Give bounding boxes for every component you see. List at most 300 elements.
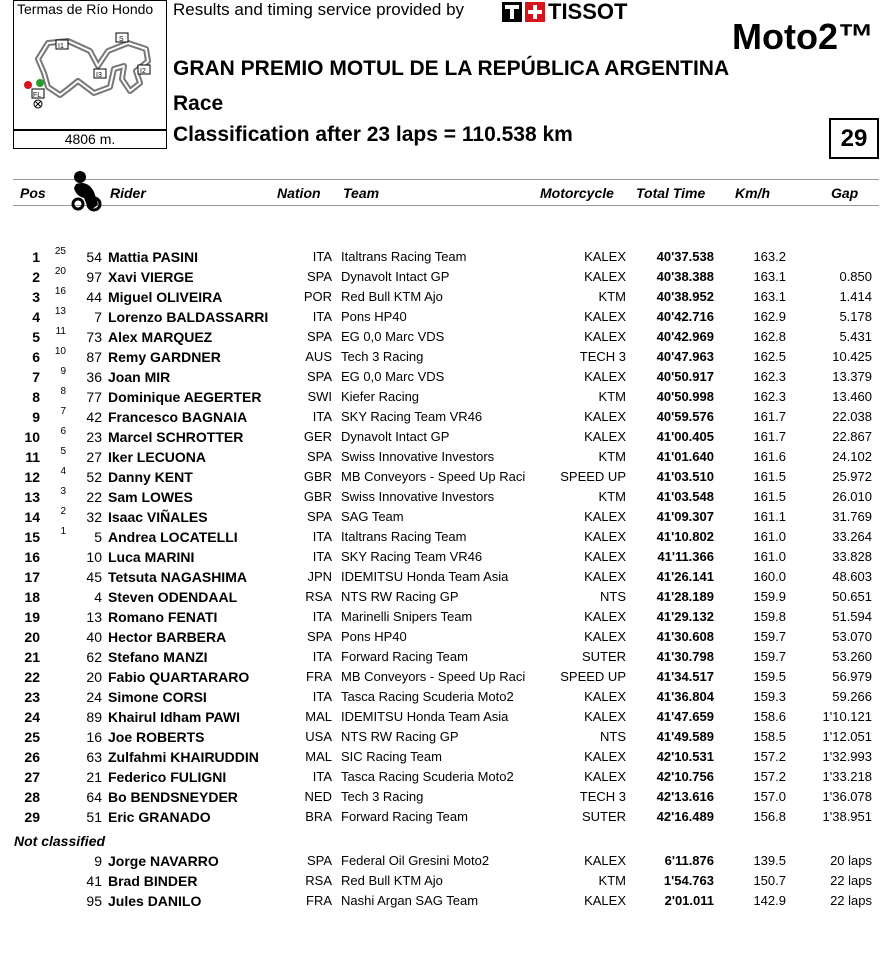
tissot-wordmark: TISSOT (548, 0, 628, 24)
cell-rider-number: 97 (86, 269, 102, 285)
cell-rider-name: Andrea LOCATELLI (108, 529, 238, 545)
col-kmh: Km/h (735, 185, 770, 201)
cell-position: 6 (32, 349, 40, 365)
cell-nation: ITA (312, 549, 332, 564)
cell-speed: 150.7 (753, 873, 786, 888)
cell-speed: 161.6 (753, 449, 786, 464)
cell-nation: ITA (312, 689, 332, 704)
cell-rider-number: 13 (86, 609, 102, 625)
cell-nation: SPA (306, 853, 332, 868)
cell-rider-name: Bo BENDSNEYDER (108, 789, 238, 805)
table-row (0, 526, 894, 549)
table-row (0, 769, 894, 789)
cell-rider-number: 89 (86, 709, 102, 725)
cell-motorcycle: KTM (598, 389, 626, 404)
cell-rider-name: Joan MIR (108, 369, 171, 385)
cell-total-time: 41'49.589 (656, 729, 714, 744)
cell-gap: 10.425 (832, 349, 872, 364)
page-number: 29 (829, 118, 879, 159)
cell-team: Red Bull KTM Ajo (341, 873, 443, 888)
cell-nation: GBR (303, 469, 332, 484)
cell-motorcycle: KALEX (584, 609, 626, 624)
cell-gap: 24.102 (832, 449, 872, 464)
cell-position: 18 (24, 589, 40, 605)
cell-motorcycle: KALEX (584, 689, 626, 704)
cell-rider-number: 32 (86, 509, 102, 525)
cell-gap: 1'10.121 (822, 709, 872, 724)
cell-nation: GBR (303, 489, 332, 504)
cell-total-time: 1'54.763 (663, 873, 714, 888)
cell-rider-name: Marcel SCHROTTER (108, 429, 244, 445)
cell-team: Dynavolt Intact GP (341, 269, 450, 284)
cell-rider-number: 95 (86, 893, 102, 909)
cell-speed: 156.8 (753, 809, 786, 824)
cell-points: 4 (60, 466, 66, 477)
cell-motorcycle: KALEX (584, 429, 626, 444)
cell-team: Nashi Argan SAG Team (341, 893, 479, 908)
cell-speed: 157.2 (753, 749, 786, 764)
cell-position: 8 (32, 389, 40, 405)
cell-position: 23 (24, 689, 40, 705)
cell-motorcycle: NTS (600, 589, 626, 604)
cell-rider-number: 41 (86, 873, 102, 889)
cell-motorcycle: KALEX (584, 309, 626, 324)
cell-rider-name: Khairul Idham PAWI (108, 709, 240, 725)
svg-text:FL: FL (33, 92, 42, 99)
cell-gap: 1'32.993 (822, 749, 872, 764)
cell-rider-name: Stefano MANZI (108, 649, 208, 665)
cell-speed: 161.0 (753, 549, 786, 564)
cell-speed: 142.9 (753, 893, 786, 908)
cell-rider-name: Romano FENATI (108, 609, 218, 625)
cell-motorcycle: KALEX (584, 769, 626, 784)
cell-motorcycle: KTM (598, 489, 626, 504)
cell-position: 26 (24, 749, 40, 765)
cell-rider-name: Lorenzo BALDASSARRI (108, 309, 269, 325)
cell-position: 1 (32, 249, 40, 265)
table-row (0, 386, 894, 409)
cell-team: Italtrans Racing Team (341, 529, 467, 544)
cell-team: Swiss Innovative Investors (341, 489, 495, 504)
cell-rider-number: 20 (86, 669, 102, 685)
col-team: Team (343, 185, 380, 201)
col-rider: Rider (110, 185, 146, 201)
cell-total-time: 41'09.307 (656, 509, 714, 524)
classification-title: Classification after 23 laps = 110.538 km (173, 123, 573, 146)
cell-rider-number: 62 (86, 649, 102, 665)
cell-rider-name: Sam LOWES (108, 489, 193, 505)
cell-rider-number: 64 (86, 789, 102, 805)
cell-points: 8 (60, 386, 66, 397)
cell-speed: 162.9 (753, 309, 786, 324)
cell-gap: 51.594 (832, 609, 872, 624)
cell-rider-number: 9 (94, 853, 102, 869)
cell-points: 25 (54, 246, 66, 257)
cell-team: NTS RW Racing GP (341, 589, 459, 604)
table-row (0, 406, 894, 429)
cell-team: Pons HP40 (341, 309, 407, 324)
cell-team: Forward Racing Team (341, 809, 468, 824)
cell-nation: FRA (306, 669, 332, 684)
cell-speed: 160.0 (753, 569, 786, 584)
cell-rider-name: Mattia PASINI (108, 249, 198, 265)
cell-gap: 1'38.951 (822, 809, 872, 824)
cell-total-time: 40'42.716 (656, 309, 714, 324)
cell-nation: SPA (306, 329, 332, 344)
timing-service-text: Results and timing service provided by (173, 0, 465, 19)
track-name: Termas de Río Hondo (17, 1, 154, 17)
table-row (0, 549, 894, 569)
cell-motorcycle: KTM (598, 449, 626, 464)
cell-position: 10 (24, 429, 40, 445)
cell-team: MB Conveyors - Speed Up Raci (341, 669, 526, 684)
cell-position: 16 (24, 549, 40, 565)
cell-total-time: 41'30.608 (656, 629, 714, 644)
cell-nation: AUS (305, 349, 332, 364)
cell-speed: 163.2 (753, 249, 786, 264)
cell-nation: SPA (306, 369, 332, 384)
cell-gap: 1'33.218 (822, 769, 872, 784)
cell-speed: 162.8 (753, 329, 786, 344)
cell-motorcycle: KALEX (584, 749, 626, 764)
track-map-icon (18, 21, 162, 111)
cell-rider-name: Luca MARINI (108, 549, 195, 565)
cell-motorcycle: KALEX (584, 409, 626, 424)
cell-gap: 56.979 (832, 669, 872, 684)
cell-position: 20 (24, 629, 40, 645)
table-row (0, 729, 894, 749)
cell-nation: MAL (305, 749, 332, 764)
cell-team: Pons HP40 (341, 629, 407, 644)
cell-rider-name: Eric GRANADO (108, 809, 211, 825)
cell-team: SKY Racing Team VR46 (341, 409, 483, 424)
cell-motorcycle: KALEX (584, 509, 626, 524)
cell-position: 9 (32, 409, 40, 425)
cell-speed: 161.5 (753, 489, 786, 504)
cell-position: 28 (24, 789, 40, 805)
cell-team: NTS RW Racing GP (341, 729, 459, 744)
cell-speed: 157.0 (753, 789, 786, 804)
cell-gap: 5.178 (839, 309, 872, 324)
cell-motorcycle: KALEX (584, 853, 626, 868)
col-motorcycle: Motorcycle (540, 185, 614, 201)
cell-nation: NED (304, 789, 332, 804)
cell-team: EG 0,0 Marc VDS (341, 329, 445, 344)
table-row (0, 669, 894, 689)
cell-rider-name: Francesco BAGNAIA (108, 409, 248, 425)
cell-rider-number: 7 (94, 309, 102, 325)
cell-motorcycle: KALEX (584, 629, 626, 644)
table-row (0, 589, 894, 609)
cell-team: Marinelli Snipers Team (341, 609, 473, 624)
cell-speed: 162.5 (753, 349, 786, 364)
cell-speed: 161.7 (753, 429, 786, 444)
cell-nation: ITA (312, 249, 332, 264)
cell-rider-number: 23 (86, 429, 102, 445)
cell-total-time: 41'01.640 (656, 449, 714, 464)
cell-rider-number: 54 (86, 249, 102, 265)
cell-points: 7 (60, 406, 66, 417)
cell-points: 1 (60, 526, 66, 537)
cell-rider-name: Iker LECUONA (108, 449, 207, 465)
cell-gap: 22.038 (832, 409, 872, 424)
cell-rider-number: 24 (86, 689, 102, 705)
cell-motorcycle: SUTER (581, 809, 626, 824)
cell-speed: 162.3 (753, 389, 786, 404)
cell-total-time: 41'03.548 (656, 489, 714, 504)
cell-rider-name: Steven ODENDAAL (108, 589, 238, 605)
cell-position: 14 (24, 509, 40, 525)
cell-nation: SPA (306, 509, 332, 524)
table-row (0, 749, 894, 769)
cell-position: 11 (25, 449, 40, 465)
cell-team: IDEMITSU Honda Team Asia (341, 569, 509, 584)
cell-rider-number: 16 (86, 729, 102, 745)
cell-speed: 158.5 (753, 729, 786, 744)
svg-text:I3: I3 (96, 72, 102, 79)
not-classified-label: Not classified (14, 833, 106, 849)
cell-team: IDEMITSU Honda Team Asia (341, 709, 509, 724)
cell-points: 13 (54, 306, 66, 317)
cell-total-time: 41'03.510 (656, 469, 714, 484)
cell-rider-name: Hector BARBERA (108, 629, 227, 645)
cell-team: Swiss Innovative Investors (341, 449, 495, 464)
table-row (0, 689, 894, 709)
cell-gap: 48.603 (832, 569, 872, 584)
cell-speed: 159.7 (753, 649, 786, 664)
cell-speed: 162.3 (753, 369, 786, 384)
cell-speed: 163.1 (753, 269, 786, 284)
cell-gap: 1'12.051 (822, 729, 872, 744)
col-nation: Nation (277, 185, 321, 201)
cell-rider-number: 51 (86, 809, 102, 825)
cell-team: SIC Racing Team (341, 749, 442, 764)
cell-rider-name: Alex MARQUEZ (108, 329, 213, 345)
cell-rider-name: Jules DANILO (108, 893, 202, 909)
cell-rider-number: 40 (86, 629, 102, 645)
cell-rider-number: 77 (86, 389, 102, 405)
cell-team: Forward Racing Team (341, 649, 468, 664)
svg-text:S: S (119, 36, 124, 43)
cell-motorcycle: SUTER (581, 649, 626, 664)
cell-nation: GER (303, 429, 332, 444)
cell-team: EG 0,0 Marc VDS (341, 369, 445, 384)
cell-total-time: 42'16.489 (656, 809, 714, 824)
table-row (0, 649, 894, 669)
cell-points: 2 (60, 506, 66, 517)
cell-position: 17 (24, 569, 40, 585)
cell-speed: 159.7 (753, 629, 786, 644)
cell-gap: 53.260 (832, 649, 872, 664)
svg-text:I2: I2 (140, 68, 146, 75)
cell-rider-number: 44 (86, 289, 102, 305)
cell-nation: SPA (306, 629, 332, 644)
cell-speed: 161.5 (753, 469, 786, 484)
cell-rider-number: 87 (86, 349, 102, 365)
cell-total-time: 40'50.998 (656, 389, 714, 404)
cell-position: 25 (24, 729, 40, 745)
cell-total-time: 41'36.804 (656, 689, 714, 704)
cell-nation: ITA (312, 409, 332, 424)
cell-speed: 163.1 (753, 289, 786, 304)
cell-nation: FRA (306, 893, 332, 908)
cell-team: Tasca Racing Scuderia Moto2 (341, 689, 514, 704)
cell-team: Federal Oil Gresini Moto2 (341, 853, 490, 868)
cell-total-time: 42'10.531 (656, 749, 714, 764)
cell-motorcycle: KALEX (584, 269, 626, 284)
cell-nation: POR (303, 289, 332, 304)
cell-total-time: 6'11.876 (664, 853, 714, 868)
table-row (0, 306, 894, 329)
cell-nation: ITA (312, 649, 332, 664)
cell-rider-number: 63 (86, 749, 102, 765)
cell-motorcycle: SPEED UP (560, 469, 626, 484)
table-row (0, 629, 894, 649)
cell-rider-name: Simone CORSI (108, 689, 207, 705)
cell-points: 11 (55, 326, 66, 337)
cell-total-time: 41'10.802 (656, 529, 714, 544)
cell-position: 4 (32, 309, 40, 325)
tissot-logo (502, 1, 627, 22)
col-pos: Pos (20, 185, 46, 201)
cell-rider-name: Federico FULIGNI (108, 769, 227, 785)
cell-total-time: 40'47.963 (656, 349, 714, 364)
cell-gap: 25.972 (832, 469, 872, 484)
cell-total-time: 41'00.405 (656, 429, 714, 444)
cell-gap: 26.010 (832, 489, 872, 504)
cell-gap: 0.850 (839, 269, 872, 284)
cell-points: 20 (54, 266, 66, 277)
session-title: Race (173, 92, 224, 115)
cell-total-time: 41'11.366 (657, 549, 714, 564)
cell-rider-name: Isaac VIÑALES (108, 509, 208, 525)
table-row (0, 326, 894, 349)
cell-gap: 33.264 (832, 529, 872, 544)
cell-rider-number: 45 (86, 569, 102, 585)
cell-motorcycle: KALEX (584, 893, 626, 908)
cell-motorcycle: KALEX (584, 329, 626, 344)
cell-rider-name: Remy GARDNER (108, 349, 221, 365)
cell-speed: 139.5 (753, 853, 786, 868)
cell-total-time: 40'38.388 (656, 269, 714, 284)
cell-speed: 159.5 (753, 669, 786, 684)
cell-gap: 5.431 (839, 329, 872, 344)
cell-motorcycle: KALEX (584, 249, 626, 264)
cell-position: 29 (24, 809, 40, 825)
table-row (0, 873, 894, 893)
cell-motorcycle: KALEX (584, 549, 626, 564)
cell-total-time: 41'29.132 (656, 609, 714, 624)
cell-rider-number: 73 (86, 329, 102, 345)
cell-position: 19 (24, 609, 40, 625)
cell-position: 5 (32, 329, 40, 345)
svg-text:I1: I1 (58, 43, 64, 50)
table-row (0, 789, 894, 809)
cell-position: 7 (32, 369, 40, 385)
cell-rider-number: 4 (94, 589, 102, 605)
cell-nation: SWI (307, 389, 332, 404)
cell-motorcycle: KTM (598, 289, 626, 304)
cell-gap: 59.266 (832, 689, 872, 704)
cell-rider-name: Jorge NAVARRO (108, 853, 219, 869)
cell-rider-number: 21 (86, 769, 102, 785)
cell-nation: MAL (305, 709, 332, 724)
cell-total-time: 2'01.011 (664, 893, 714, 908)
cell-team: Red Bull KTM Ajo (341, 289, 443, 304)
cell-nation: RSA (305, 873, 332, 888)
cell-motorcycle: KALEX (584, 709, 626, 724)
cell-motorcycle: SPEED UP (560, 669, 626, 684)
cell-team: Dynavolt Intact GP (341, 429, 450, 444)
cell-total-time: 41'47.659 (656, 709, 714, 724)
table-row (0, 286, 894, 309)
tissot-t-icon (502, 2, 522, 22)
cell-rider-name: Fabio QUARTARARO (108, 669, 250, 685)
table-row (0, 853, 894, 873)
cell-total-time: 41'26.141 (656, 569, 714, 584)
table-row (0, 893, 894, 913)
cell-rider-name: Zulfahmi KHAIRUDDIN (108, 749, 259, 765)
cell-nation: BRA (305, 809, 332, 824)
col-total-time: Total Time (636, 185, 706, 201)
header-divider-bottom (13, 205, 879, 206)
table-row (0, 506, 894, 529)
cell-motorcycle: KTM (598, 873, 626, 888)
table-row (0, 426, 894, 449)
cell-team: Tech 3 Racing (341, 789, 424, 804)
track-info-box (13, 0, 167, 130)
cell-team: Italtrans Racing Team (341, 249, 467, 264)
cell-gap: 22.867 (832, 429, 872, 444)
cell-rider-name: Xavi VIERGE (108, 269, 194, 285)
cell-gap: 53.070 (832, 629, 872, 644)
cell-nation: JPN (307, 569, 332, 584)
table-row (0, 246, 894, 269)
cell-motorcycle: KALEX (584, 529, 626, 544)
swiss-cross-icon (525, 2, 545, 22)
cell-speed: 157.2 (753, 769, 786, 784)
cell-rider-number: 22 (86, 489, 102, 505)
cell-gap: 22 laps (830, 893, 872, 908)
cell-speed: 158.6 (753, 709, 786, 724)
table-row (0, 266, 894, 289)
cell-motorcycle: KALEX (584, 369, 626, 384)
cell-position: 2 (32, 269, 40, 285)
cell-total-time: 40'42.969 (656, 329, 714, 344)
cell-points: 3 (60, 486, 66, 497)
cell-total-time: 42'13.616 (656, 789, 714, 804)
track-length: 4806 m. (13, 130, 167, 149)
cell-rider-name: Danny KENT (108, 469, 193, 485)
cell-team: Kiefer Racing (341, 389, 420, 404)
cell-speed: 159.8 (753, 609, 786, 624)
header-divider-top (13, 179, 879, 180)
cell-total-time: 41'28.189 (656, 589, 714, 604)
cell-nation: RSA (305, 589, 332, 604)
cell-rider-number: 10 (86, 549, 102, 565)
cell-gap: 22 laps (830, 873, 872, 888)
cell-gap: 33.828 (832, 549, 872, 564)
cell-rider-name: Miguel OLIVEIRA (108, 289, 223, 305)
table-row (0, 569, 894, 589)
cell-nation: SPA (306, 269, 332, 284)
table-row (0, 709, 894, 729)
cell-speed: 159.9 (753, 589, 786, 604)
table-row (0, 446, 894, 469)
table-row (0, 366, 894, 389)
cell-team: SKY Racing Team VR46 (341, 549, 483, 564)
cell-speed: 161.1 (753, 509, 786, 524)
